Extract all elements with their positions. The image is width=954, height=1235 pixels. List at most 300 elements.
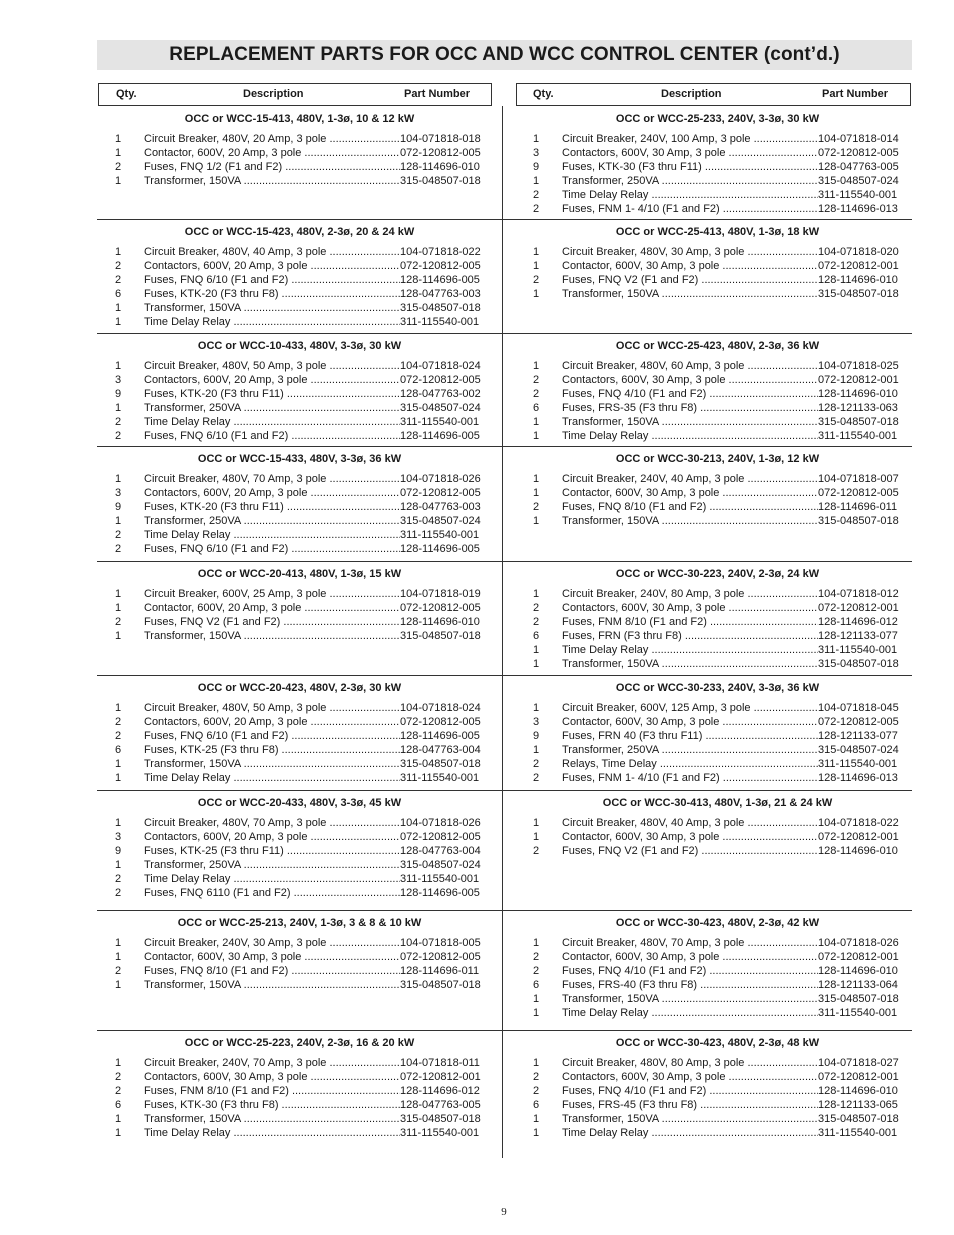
section-title: OCC or WCC-20-413, 480V, 1-3ø, 15 kW (197, 568, 402, 580)
part-description: Fuses, FRN 40 (F3 thru F11) ..... (562, 729, 818, 743)
part-qty: 1 (115, 515, 122, 527)
part-qty: 2 (115, 1071, 122, 1083)
part-qty: 1 (533, 831, 540, 843)
qty-header: Qty. (533, 88, 554, 100)
part-qty: 6 (533, 1099, 540, 1111)
section-divider (97, 675, 912, 676)
part-row (515, 359, 920, 373)
parts-section (97, 106, 502, 188)
part-number: 128-047763-004 (400, 845, 481, 857)
parts-section (515, 790, 920, 858)
part-description: Contactor, 600V, 30 Amp, 3 pole ..... (144, 950, 400, 964)
section-divider (97, 333, 912, 334)
part-qty: 1 (115, 1057, 122, 1069)
part-description: Contactor, 600V, 30 Amp, 3 pole ..... (562, 259, 818, 273)
description-header: Description (661, 88, 722, 100)
part-qty: 3 (533, 716, 540, 728)
part-number: 315-048507-018 (400, 1113, 481, 1125)
qty-header: Qty. (116, 88, 137, 100)
part-qty: 1 (115, 588, 122, 600)
section-title: OCC or WCC-15-413, 480V, 1-3ø, 10 & 12 kW (184, 113, 415, 125)
part-number: 104-071818-025 (818, 360, 899, 372)
part-qty: 1 (533, 658, 540, 670)
part-row (97, 771, 502, 785)
part-qty: 1 (533, 744, 540, 756)
part-description: Circuit Breaker, 240V, 100 Amp, 3 pole ..... (562, 132, 818, 146)
part-row (515, 259, 920, 273)
part-description: Circuit Breaker, 480V, 40 Amp, 3 pole ..... (562, 816, 818, 830)
part-qty: 1 (533, 430, 540, 442)
part-qty: 1 (533, 1113, 540, 1125)
part-qty: 2 (115, 887, 122, 899)
part-number: 315-048507-024 (818, 744, 899, 756)
left-column-header (98, 83, 492, 106)
part-number: 104-071818-019 (400, 588, 481, 600)
section-divider (97, 446, 912, 447)
part-qty: 1 (115, 817, 122, 829)
part-row (515, 743, 920, 757)
part-row (97, 359, 502, 373)
part-number: 311-115540-001 (818, 430, 898, 442)
part-description: Fuses, FNQ 6/10 (F1 and F2) ..... (144, 429, 400, 443)
part-row (97, 936, 502, 950)
part-qty: 1 (533, 1057, 540, 1069)
part-description: Fuses, FRS-40 (F3 thru F8) ..... (562, 978, 818, 992)
part-description: Circuit Breaker, 480V, 50 Amp, 3 pole ..... (144, 701, 400, 715)
part-row (97, 1098, 502, 1112)
part-row (97, 472, 502, 486)
part-row (97, 886, 502, 900)
part-description: Contactor, 600V, 30 Amp, 3 pole ..... (562, 950, 818, 964)
part-row (97, 528, 502, 542)
part-description: Contactors, 600V, 30 Amp, 3 pole ..... (562, 146, 818, 160)
part-description: Time Delay Relay ..... (144, 528, 400, 542)
part-row (515, 587, 920, 601)
part-number: 128-114696-010 (400, 616, 480, 628)
section-title: OCC or WCC-25-423, 480V, 2-3ø, 36 kW (615, 340, 820, 352)
part-qty: 9 (115, 388, 122, 400)
part-qty: 2 (115, 274, 122, 286)
parts-section (515, 675, 920, 785)
part-qty: 9 (115, 501, 122, 513)
part-row (97, 715, 502, 729)
part-row (97, 273, 502, 287)
part-number: 104-071818-024 (400, 360, 481, 372)
parts-section (97, 446, 502, 556)
part-number: 128-121133-077 (818, 730, 898, 742)
part-description: Time Delay Relay ..... (562, 188, 818, 202)
part-description: Transformer, 150VA ..... (144, 629, 400, 643)
part-row (97, 259, 502, 273)
part-qty: 1 (533, 817, 540, 829)
part-qty: 1 (115, 772, 122, 784)
part-qty: 1 (533, 487, 540, 499)
part-description: Contactors, 600V, 20 Amp, 3 pole ..... (144, 373, 400, 387)
part-number: 128-114696-011 (400, 965, 480, 977)
part-number-header: Part Number (404, 88, 471, 100)
part-row (515, 1084, 920, 1098)
part-description: Fuses, FNQ 4/10 (F1 and F2) ..... (562, 387, 818, 401)
part-number: 128-114696-005 (400, 274, 480, 286)
part-qty: 2 (115, 965, 122, 977)
part-row (515, 936, 920, 950)
part-qty: 1 (115, 1113, 122, 1125)
part-description: Circuit Breaker, 480V, 80 Amp, 3 pole ..... (562, 1056, 818, 1070)
section-title: OCC or WCC-30-213, 240V, 1-3ø, 12 kW (615, 453, 820, 465)
part-description: Transformer, 250VA ..... (562, 174, 818, 188)
part-description: Circuit Breaker, 240V, 70 Amp, 3 pole ..... (144, 1056, 400, 1070)
part-row (97, 387, 502, 401)
part-qty: 1 (533, 702, 540, 714)
part-row (97, 373, 502, 387)
part-number: 104-071818-014 (818, 133, 899, 145)
part-qty: 1 (115, 630, 122, 642)
part-description: Time Delay Relay ..... (144, 1126, 400, 1140)
part-row (515, 601, 920, 615)
part-row (515, 401, 920, 415)
part-description: Fuses, FNM 8/10 (F1 and F2) ..... (562, 615, 818, 629)
part-number: 072-120812-001 (818, 260, 899, 272)
part-row (97, 415, 502, 429)
part-row (515, 514, 920, 528)
part-qty: 1 (533, 133, 540, 145)
part-qty: 9 (533, 161, 540, 173)
part-description: Fuses, FNQ 4/10 (F1 and F2) ..... (562, 964, 818, 978)
part-qty: 2 (115, 529, 122, 541)
part-qty: 1 (115, 979, 122, 991)
part-number: 104-071818-027 (818, 1057, 899, 1069)
part-number: 104-071818-026 (818, 937, 899, 949)
part-description: Transformer, 150VA ..... (144, 1112, 400, 1126)
part-number: 311-115540-001 (818, 189, 898, 201)
section-title: OCC or WCC-30-233, 240V, 3-3ø, 36 kW (615, 682, 820, 694)
part-row (97, 1056, 502, 1070)
part-number: 315-048507-024 (400, 402, 481, 414)
part-description: Fuses, FNQ 8/10 (F1 and F2) ..... (144, 964, 400, 978)
part-row (515, 1070, 920, 1084)
part-description: Contactor, 600V, 20 Amp, 3 pole ..... (144, 601, 400, 615)
part-qty: 1 (115, 147, 122, 159)
part-description: Contactors, 600V, 20 Amp, 3 pole ..... (144, 830, 400, 844)
part-row (97, 542, 502, 556)
part-description: Contactors, 600V, 20 Amp, 3 pole ..... (144, 486, 400, 500)
part-row (97, 844, 502, 858)
part-row (515, 273, 920, 287)
part-qty: 1 (115, 602, 122, 614)
part-row (97, 429, 502, 443)
section-title: OCC or WCC-30-423, 480V, 2-3ø, 42 kW (615, 917, 820, 929)
part-row (97, 174, 502, 188)
part-row (97, 743, 502, 757)
part-description: Fuses, FNM 1- 4/10 (F1 and F2) ..... (562, 771, 818, 785)
part-number: 315-048507-018 (818, 416, 899, 428)
part-qty: 1 (533, 588, 540, 600)
part-description: Fuses, KTK-25 (F3 thru F8) ..... (144, 743, 400, 757)
part-description: Circuit Breaker, 600V, 125 Amp, 3 pole ..... (562, 701, 818, 715)
part-row (515, 1098, 920, 1112)
part-number: 128-114696-005 (400, 730, 480, 742)
part-description: Transformer, 250VA ..... (144, 858, 400, 872)
part-number: 128-047763-005 (818, 161, 899, 173)
part-number: 072-120812-005 (400, 716, 481, 728)
part-description: Transformer, 250VA ..... (144, 514, 400, 528)
part-number: 311-115540-001 (400, 873, 480, 885)
part-number: 072-120812-005 (400, 260, 481, 272)
part-qty: 2 (533, 189, 540, 201)
part-row (515, 429, 920, 443)
part-number: 128-047763-002 (400, 388, 481, 400)
part-number: 315-048507-018 (400, 175, 481, 187)
part-number: 128-114696-013 (818, 772, 898, 784)
part-number: 311-115540-001 (400, 316, 480, 328)
part-qty: 6 (533, 630, 540, 642)
part-number: 315-048507-018 (400, 302, 481, 314)
part-number: 128-047763-004 (400, 744, 481, 756)
part-qty: 1 (533, 246, 540, 258)
part-number: 128-114696-010 (818, 388, 898, 400)
part-qty: 6 (533, 979, 540, 991)
part-qty: 2 (115, 416, 122, 428)
part-description: Fuses, FNQ 1/2 (F1 and F2) ..... (144, 160, 400, 174)
part-qty: 2 (115, 430, 122, 442)
part-qty: 6 (533, 402, 540, 414)
part-row (97, 1112, 502, 1126)
part-description: Contactor, 600V, 30 Amp, 3 pole ..... (562, 830, 818, 844)
part-number: 128-114696-005 (400, 887, 480, 899)
part-qty: 1 (115, 1127, 122, 1139)
part-qty: 6 (115, 1099, 122, 1111)
part-description: Fuses, FNQ V2 (F1 and F2) ..... (562, 844, 818, 858)
part-description: Contactors, 600V, 30 Amp, 3 pole ..... (562, 1070, 818, 1084)
section-title: OCC or WCC-30-423, 480V, 2-3ø, 48 kW (615, 1037, 820, 1049)
part-number: 315-048507-024 (400, 515, 481, 527)
part-qty: 2 (533, 951, 540, 963)
part-qty: 2 (115, 1085, 122, 1097)
part-row (97, 629, 502, 643)
section-title: OCC or WCC-25-213, 240V, 1-3ø, 3 & 8 & 10 kW (177, 917, 422, 929)
part-description: Time Delay Relay ..... (144, 872, 400, 886)
part-description: Circuit Breaker, 240V, 40 Amp, 3 pole ..... (562, 472, 818, 486)
part-number: 315-048507-024 (818, 175, 899, 187)
part-qty: 2 (115, 543, 122, 555)
part-description: Transformer, 150VA ..... (562, 514, 818, 528)
part-qty: 1 (533, 937, 540, 949)
part-qty: 1 (115, 951, 122, 963)
part-description: Fuses, FRN (F3 thru F8) ..... (562, 629, 818, 643)
part-number: 128-047763-003 (400, 288, 481, 300)
column-divider (502, 106, 503, 1158)
part-description: Relays, Time Delay ..... (562, 757, 818, 771)
part-number: 315-048507-018 (818, 658, 899, 670)
part-number: 072-120812-005 (400, 147, 481, 159)
part-row (515, 160, 920, 174)
part-description: Contactors, 600V, 20 Amp, 3 pole ..... (144, 259, 400, 273)
part-qty: 2 (533, 501, 540, 513)
part-row (97, 401, 502, 415)
part-number: 104-071818-005 (400, 937, 481, 949)
part-qty: 2 (533, 772, 540, 784)
part-description: Circuit Breaker, 480V, 70 Amp, 3 pole ..... (144, 816, 400, 830)
part-number: 072-120812-001 (818, 831, 899, 843)
part-description: Time Delay Relay ..... (562, 1126, 818, 1140)
part-description: Fuses, KTK-25 (F3 thru F11) ..... (144, 844, 400, 858)
part-description: Transformer, 250VA ..... (144, 401, 400, 415)
part-description: Transformer, 150VA ..... (562, 657, 818, 671)
part-qty: 2 (115, 260, 122, 272)
part-qty: 1 (533, 1127, 540, 1139)
part-row (97, 587, 502, 601)
part-row (97, 601, 502, 615)
part-number: 315-048507-018 (400, 758, 481, 770)
part-qty: 1 (115, 473, 122, 485)
part-qty: 2 (533, 616, 540, 628)
part-row (97, 615, 502, 629)
part-qty: 1 (533, 993, 540, 1005)
section-title: OCC or WCC-15-433, 480V, 3-3ø, 36 kW (197, 453, 402, 465)
section-divider (97, 910, 912, 911)
section-title: OCC or WCC-20-423, 480V, 2-3ø, 30 kW (197, 682, 402, 694)
part-row (97, 301, 502, 315)
page-number: 9 (501, 1206, 507, 1218)
part-number: 311-115540-001 (400, 772, 480, 784)
part-number: 311-115540-001 (818, 644, 898, 656)
part-description: Circuit Breaker, 480V, 50 Amp, 3 pole ..... (144, 359, 400, 373)
part-description: Circuit Breaker, 600V, 25 Amp, 3 pole ..... (144, 587, 400, 601)
part-row (97, 146, 502, 160)
part-row (97, 500, 502, 514)
part-description: Fuses, FNQ 6110 (F1 and F2) ..... (144, 886, 400, 900)
part-row (515, 715, 920, 729)
part-description: Fuses, KTK-20 (F3 thru F11) ..... (144, 500, 400, 514)
part-number: 104-071818-020 (818, 246, 899, 258)
part-description: Fuses, FNQ 8/10 (F1 and F2) ..... (562, 500, 818, 514)
part-description: Circuit Breaker, 480V, 70 Amp, 3 pole ..... (144, 472, 400, 486)
part-number: 128-114696-010 (400, 161, 480, 173)
part-description: Transformer, 150VA ..... (144, 757, 400, 771)
part-number: 104-071818-007 (818, 473, 899, 485)
part-number: 315-048507-018 (818, 1113, 899, 1125)
parts-section (97, 219, 502, 329)
part-number: 128-121133-065 (818, 1099, 898, 1111)
part-row (515, 202, 920, 216)
part-description: Circuit Breaker, 240V, 30 Amp, 3 pole ..... (144, 936, 400, 950)
part-row (97, 757, 502, 771)
part-row (515, 1006, 920, 1020)
part-description: Transformer, 150VA ..... (562, 992, 818, 1006)
part-qty: 2 (115, 716, 122, 728)
part-description: Circuit Breaker, 480V, 20 Amp, 3 pole ..... (144, 132, 400, 146)
part-qty: 1 (115, 302, 122, 314)
part-number: 072-120812-005 (400, 951, 481, 963)
parts-section (515, 333, 920, 443)
part-row (515, 816, 920, 830)
part-row (515, 373, 920, 387)
part-row (515, 992, 920, 1006)
part-row (515, 657, 920, 671)
part-number: 128-121133-064 (818, 979, 898, 991)
part-description: Transformer, 150VA ..... (562, 287, 818, 301)
part-row (97, 950, 502, 964)
part-number: 072-120812-005 (818, 487, 899, 499)
part-number: 072-120812-005 (400, 374, 481, 386)
part-row (515, 844, 920, 858)
part-qty: 2 (115, 161, 122, 173)
part-description: Fuses, FNQ 6/10 (F1 and F2) ..... (144, 273, 400, 287)
section-divider (97, 1030, 912, 1031)
part-number: 104-071818-011 (400, 1057, 480, 1069)
section-title: OCC or WCC-30-413, 480V, 1-3ø, 21 & 24 kW (602, 797, 833, 809)
part-description: Contactors, 600V, 30 Amp, 3 pole ..... (144, 1070, 400, 1084)
part-qty: 1 (115, 133, 122, 145)
section-title: OCC or WCC-25-413, 480V, 1-3ø, 18 kW (615, 226, 820, 238)
part-row (97, 160, 502, 174)
part-description: Contactor, 600V, 30 Amp, 3 pole ..... (562, 715, 818, 729)
part-description: Transformer, 150VA ..... (144, 301, 400, 315)
part-number: 315-048507-018 (818, 288, 899, 300)
part-number: 128-114696-010 (818, 845, 898, 857)
part-number: 128-114696-013 (818, 203, 898, 215)
part-number: 072-120812-005 (818, 716, 899, 728)
part-qty: 2 (115, 873, 122, 885)
part-qty: 2 (115, 616, 122, 628)
part-row (515, 1112, 920, 1126)
part-row (515, 629, 920, 643)
part-description: Fuses, KTK-30 (F3 thru F11) ..... (562, 160, 818, 174)
part-qty: 2 (115, 730, 122, 742)
part-row (515, 415, 920, 429)
part-row (97, 315, 502, 329)
part-row (515, 1056, 920, 1070)
parts-section (515, 1030, 920, 1140)
part-number: 072-120812-005 (400, 831, 481, 843)
part-number: 311-115540-001 (818, 1007, 898, 1019)
part-number: 072-120812-001 (818, 1071, 899, 1083)
part-row (515, 174, 920, 188)
part-description: Circuit Breaker, 480V, 60 Amp, 3 pole ..... (562, 359, 818, 373)
part-qty: 1 (115, 758, 122, 770)
part-number: 315-048507-018 (400, 630, 481, 642)
part-description: Circuit Breaker, 480V, 40 Amp, 3 pole ..... (144, 245, 400, 259)
part-description: Fuses, FNQ V2 (F1 and F2) ..... (562, 273, 818, 287)
part-description: Fuses, KTK-20 (F3 thru F8) ..... (144, 287, 400, 301)
part-description: Circuit Breaker, 480V, 30 Amp, 3 pole ..... (562, 245, 818, 259)
section-divider (97, 219, 912, 220)
section-title: OCC or WCC-15-423, 480V, 2-3ø, 20 & 24 kW (184, 226, 415, 238)
part-qty: 1 (533, 260, 540, 272)
part-number: 104-071818-026 (400, 817, 481, 829)
part-row (515, 729, 920, 743)
parts-section (97, 675, 502, 785)
part-description: Fuses, FNQ 6/10 (F1 and F2) ..... (144, 729, 400, 743)
parts-section (97, 910, 502, 992)
part-row (515, 387, 920, 401)
part-qty: 1 (533, 416, 540, 428)
part-description: Time Delay Relay ..... (144, 315, 400, 329)
part-qty: 3 (115, 374, 122, 386)
part-description: Transformer, 250VA ..... (562, 743, 818, 757)
section-title: OCC or WCC-25-233, 240V, 3-3ø, 30 kW (615, 113, 820, 125)
part-row (515, 771, 920, 785)
page-title: REPLACEMENT PARTS FOR OCC AND WCC CONTROL CENTER (cont’d.) (169, 44, 840, 65)
part-qty: 2 (533, 1085, 540, 1097)
section-title: OCC or WCC-25-223, 240V, 2-3ø, 16 & 20 kW (184, 1037, 415, 1049)
part-number: 072-120812-001 (400, 1071, 481, 1083)
part-number: 104-071818-024 (400, 702, 481, 714)
part-row (97, 830, 502, 844)
part-number: 128-114696-012 (400, 1085, 480, 1097)
part-description: Fuses, KTK-20 (F3 thru F11) ..... (144, 387, 400, 401)
part-row (97, 1070, 502, 1084)
